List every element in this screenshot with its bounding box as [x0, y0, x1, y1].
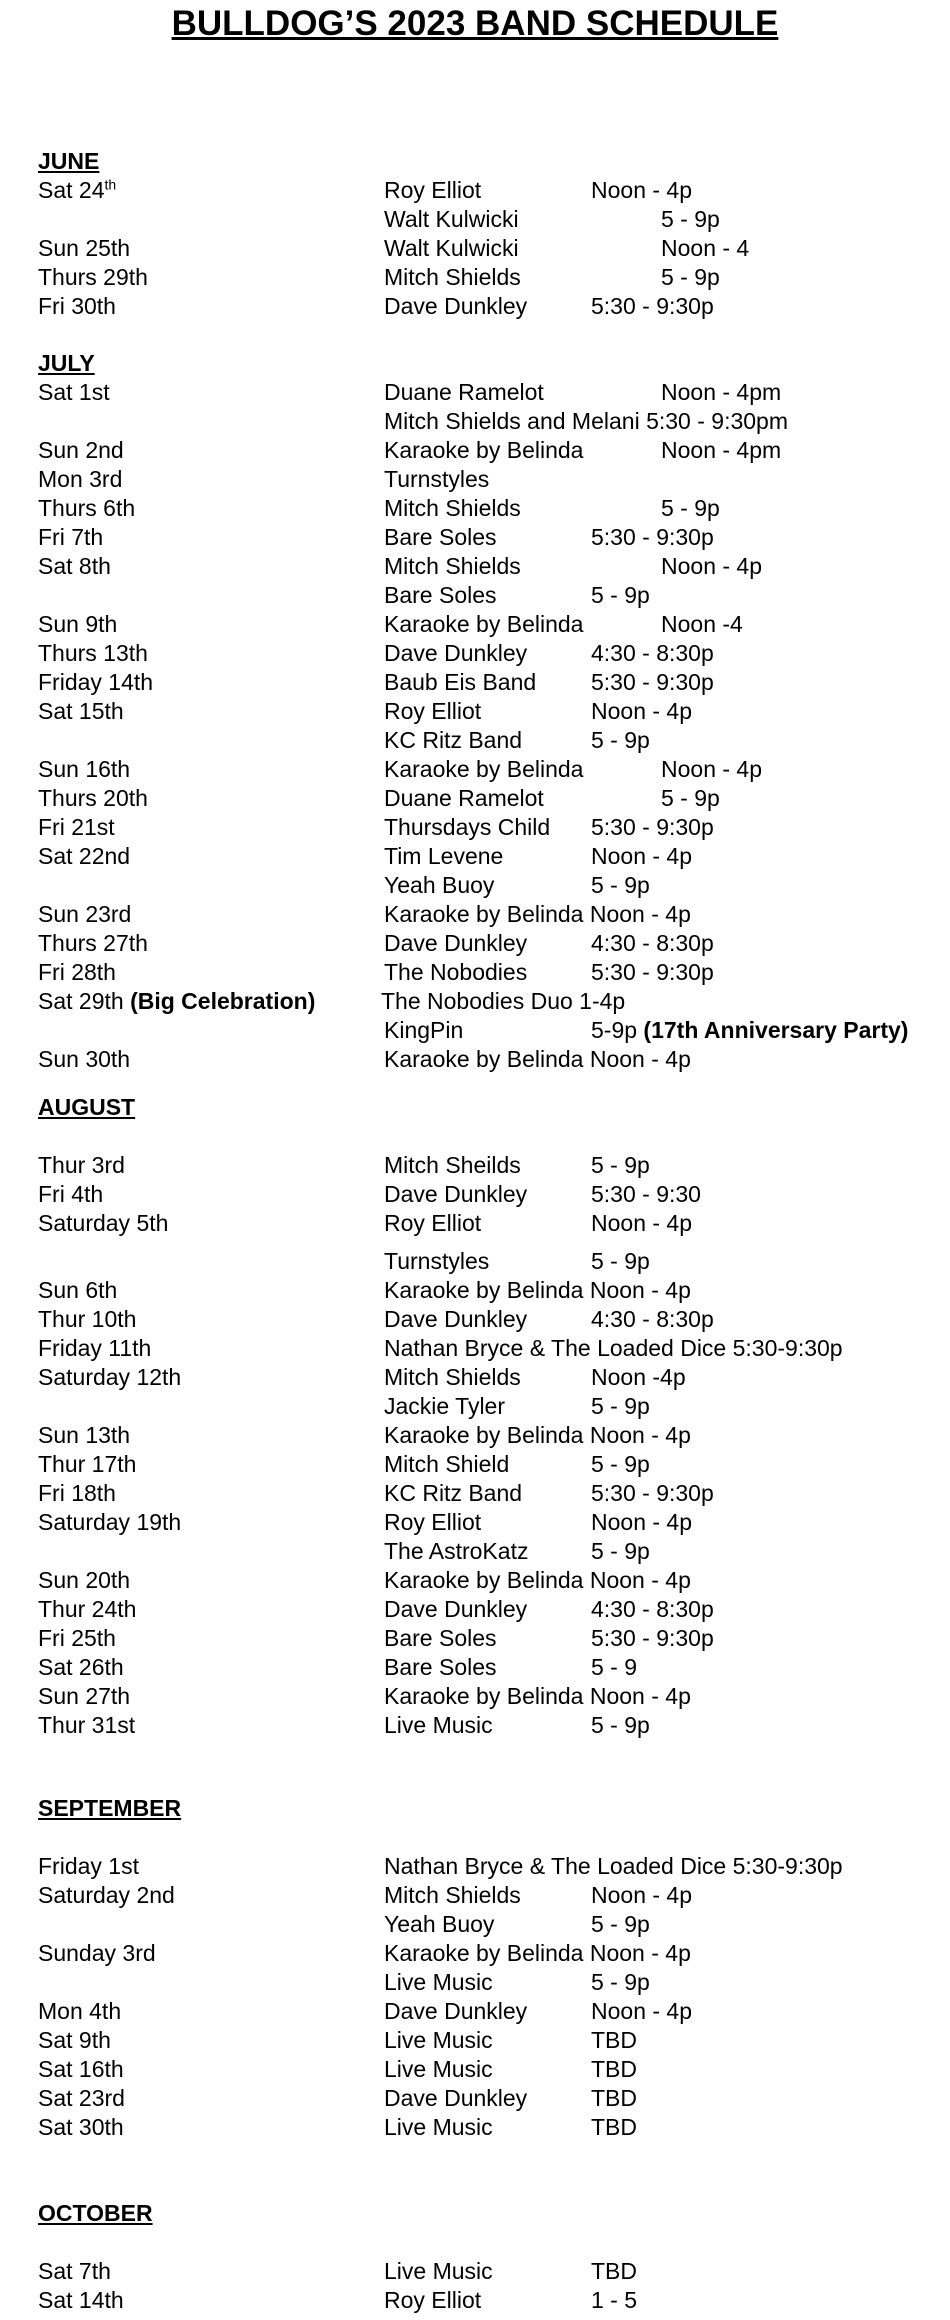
row-time-text: 5 - 9p [661, 785, 720, 811]
row-time-text: TBD [591, 2258, 637, 2284]
row-time [591, 1480, 714, 1506]
row-act: Bare Soles [384, 1625, 497, 1651]
month-heading: SEPTEMBER [38, 1795, 182, 1821]
row-date [38, 814, 115, 840]
row-time-text: 4:30 - 8:30p [591, 1596, 714, 1622]
row-act: Roy Elliot [384, 1210, 482, 1236]
row-date-text: Thur 31st [38, 1712, 136, 1738]
row-act: Roy Elliot [384, 1509, 482, 1535]
month-heading: AUGUST [38, 1094, 136, 1120]
row-act: KC Ritz Band [384, 1480, 523, 1506]
row-act: Mitch Sheilds [384, 1152, 521, 1178]
row-act: Live Music [384, 1712, 493, 1738]
row-time [591, 2258, 637, 2284]
row-date-text: Thurs 20th [38, 785, 148, 811]
row-date [38, 1277, 117, 1303]
row-time [591, 2056, 637, 2082]
row-time-text: Noon -4 [661, 611, 743, 637]
row-date [38, 1998, 121, 2024]
row-act: The Nobodies [384, 959, 528, 985]
row-act: Karaoke by Belinda [384, 756, 584, 782]
row-act: KingPin [384, 1017, 464, 1043]
row-time-text: Noon - 4pm [661, 437, 782, 463]
event-note: (Big Celebration) [123, 988, 316, 1014]
row-time [591, 959, 714, 985]
row-time-text: Noon - 4p [591, 1509, 693, 1535]
row-time-text: 4:30 - 8:30p [591, 640, 714, 666]
row-time [661, 756, 762, 782]
row-act: Dave Dunkley [384, 293, 528, 319]
row-act: Walt Kulwicki [384, 235, 519, 261]
row-time [591, 1017, 908, 1043]
row-time-text: 5 - 9p [661, 206, 720, 232]
row-date-text: Thurs 6th [38, 495, 136, 521]
row-date [38, 437, 124, 463]
month-heading: OCTOBER [38, 2200, 153, 2226]
row-date-text: Sat 30th [38, 2114, 124, 2140]
row-date-text: Friday 14th [38, 669, 154, 695]
row-act: Karaoke by Belinda Noon - 4p [384, 1683, 691, 1709]
row-date-text: Thur 10th [38, 1306, 137, 1332]
row-time-text: 5 - 9p [591, 872, 650, 898]
row-act: Nathan Bryce & The Loaded Dice 5:30-9:30p [384, 1335, 843, 1361]
row-time [661, 206, 720, 232]
row-time [591, 1451, 650, 1477]
row-time [591, 872, 650, 898]
row-date [38, 2027, 111, 2053]
row-time-text: 5:30 - 9:30p [591, 524, 714, 550]
row-act: Mitch Shields [384, 1364, 521, 1390]
row-date-text: Sun 30th [38, 1046, 131, 1072]
row-date [38, 553, 111, 579]
row-time-text: TBD [591, 2085, 637, 2111]
row-date-text: Friday 11th [38, 1335, 152, 1361]
row-time-text: 4:30 - 8:30p [591, 1306, 714, 1332]
row-date [38, 1509, 181, 1535]
row-date [38, 1046, 130, 1072]
row-date-text: Sat 9th [38, 2027, 111, 2053]
row-date [38, 524, 103, 550]
row-act: Karaoke by Belinda [384, 437, 584, 463]
row-date-text: Fri 7th [38, 524, 104, 550]
row-date-text: Sat 23rd [38, 2085, 125, 2111]
row-date-text: Sun 23rd [38, 901, 132, 927]
row-time-text: 5-9p [591, 1017, 638, 1043]
row-time-text: 5:30 - 9:30p [591, 814, 714, 840]
row-time [591, 930, 714, 956]
row-time-text: Noon - 4p [591, 1882, 693, 1908]
row-date-text: Saturday 2nd [38, 1882, 175, 1908]
row-date [38, 1335, 151, 1361]
row-time [591, 727, 650, 753]
row-time-text: Noon - 4pm [661, 379, 782, 405]
row-time [591, 1998, 692, 2024]
row-act: Live Music [384, 2056, 493, 2082]
row-date-text: Fri 4th [38, 1181, 104, 1207]
row-date [38, 1654, 124, 1680]
row-date [38, 698, 124, 724]
row-date [38, 785, 148, 811]
row-date-text: Fri 18th [38, 1480, 116, 1506]
row-date [38, 1567, 130, 1593]
row-date-text: Sunday 3rd [38, 1940, 156, 1966]
row-date [38, 2287, 124, 2313]
row-act: Mitch Shields [384, 264, 521, 290]
row-date-text: Sat 8th [38, 553, 111, 579]
month-heading: JUNE [38, 148, 100, 174]
row-act: Yeah Buoy [384, 1911, 495, 1937]
row-time-text: Noon -4p [591, 1364, 686, 1390]
row-date-text: Thurs 13th [38, 640, 148, 666]
row-time [591, 293, 714, 319]
row-time-text: 5 - 9p [661, 264, 720, 290]
event-note: (17th Anniversary Party) [637, 1017, 909, 1043]
row-date-text: Sat 26th [38, 1654, 124, 1680]
row-date-text: Sat 24 [38, 177, 105, 203]
row-date [38, 1422, 130, 1448]
row-time [591, 1625, 714, 1651]
row-act: Baub Eis Band [384, 669, 537, 695]
row-date-text: Sun 2nd [38, 437, 124, 463]
row-date [38, 1451, 136, 1477]
row-time [591, 669, 714, 695]
row-act: Thursdays Child [384, 814, 551, 840]
row-act: Tim Levene [384, 843, 504, 869]
row-date [38, 2258, 111, 2284]
month-heading: JULY [38, 350, 95, 376]
row-date-text: Saturday 12th [38, 1364, 182, 1390]
row-date [38, 293, 116, 319]
row-date [38, 1596, 136, 1622]
row-time-text: TBD [591, 2027, 637, 2053]
row-time-text: Noon - 4p [591, 843, 693, 869]
row-date-text: Sun 25th [38, 235, 131, 261]
row-time [661, 611, 743, 637]
row-date-text: Sat 14th [38, 2287, 124, 2313]
row-time [661, 785, 720, 811]
row-act: Mitch Shields and Melani 5:30 - 9:30pm [384, 408, 788, 434]
row-date [38, 2114, 124, 2140]
row-date-text: Sat 1st [38, 379, 110, 405]
row-date-text: Sat 29th [38, 988, 124, 1014]
row-time [591, 640, 714, 666]
row-date [38, 930, 148, 956]
row-time-text: 5 - 9p [591, 1393, 650, 1419]
row-date-text: Sat 16th [38, 2056, 124, 2082]
row-time [591, 1509, 692, 1535]
row-act: Duane Ramelot [384, 785, 544, 811]
row-time [661, 495, 720, 521]
row-date-text: Sun 27th [38, 1683, 131, 1709]
row-time [591, 1654, 637, 1680]
row-time-text: 5 - 9p [591, 1152, 650, 1178]
row-date [38, 495, 135, 521]
row-date-text: Thur 24th [38, 1596, 137, 1622]
row-date [38, 1181, 103, 1207]
row-act: Yeah Buoy [384, 872, 495, 898]
row-time [591, 2027, 637, 2053]
row-time-text: 1 - 5 [591, 2287, 638, 2313]
row-time [591, 698, 692, 724]
row-date-text: Thur 17th [38, 1451, 137, 1477]
row-time-text: Noon - 4p [591, 1998, 693, 2024]
row-act: Karaoke by Belinda Noon - 4p [384, 1046, 691, 1072]
row-date-text: Fri 28th [38, 959, 116, 985]
row-date-text: Mon 4th [38, 1998, 122, 2024]
row-time [591, 1306, 714, 1332]
row-date-text: Fri 21st [38, 814, 115, 840]
row-act: Dave Dunkley [384, 930, 528, 956]
row-time [661, 437, 781, 463]
row-time-text: 5 - 9p [591, 1969, 650, 1995]
row-time [591, 524, 714, 550]
row-date [38, 1683, 130, 1709]
row-time [591, 1393, 650, 1419]
row-time [591, 1538, 650, 1564]
row-date [38, 1306, 136, 1332]
row-time [591, 1882, 692, 1908]
row-date-text: Sun 9th [38, 611, 118, 637]
row-time-text: 5 - 9p [591, 1712, 650, 1738]
row-time-text: 5 - 9 [591, 1654, 638, 1680]
row-time [661, 264, 720, 290]
row-act: Dave Dunkley [384, 1306, 528, 1332]
row-date [38, 611, 117, 637]
row-act: Bare Soles [384, 524, 497, 550]
row-time [591, 2287, 637, 2313]
row-act: Mitch Shields [384, 1882, 521, 1908]
row-time-text: TBD [591, 2056, 637, 2082]
row-time-text: 5:30 - 9:30 [591, 1181, 701, 1207]
row-act: Mitch Shield [384, 1451, 510, 1477]
row-date [38, 235, 130, 261]
row-time [591, 177, 692, 203]
row-date [38, 466, 122, 492]
row-date-text: Sun 13th [38, 1422, 131, 1448]
row-act: Bare Soles [384, 1654, 497, 1680]
row-time-text: 5 - 9p [591, 1911, 650, 1937]
row-time [591, 843, 692, 869]
row-date-text: Fri 25th [38, 1625, 116, 1651]
row-act: Nathan Bryce & The Loaded Dice 5:30-9:30p [384, 1853, 843, 1879]
row-act: Dave Dunkley [384, 1596, 528, 1622]
row-act: Live Music [384, 2114, 493, 2140]
row-date [38, 1210, 168, 1236]
row-time-text: 4:30 - 8:30p [591, 930, 714, 956]
row-act: Karaoke by Belinda Noon - 4p [384, 901, 691, 927]
row-date [38, 756, 130, 782]
row-act: Karaoke by Belinda Noon - 4p [384, 1422, 691, 1448]
row-date [38, 1712, 135, 1738]
row-time-text: 5 - 9p [591, 727, 650, 753]
row-date-text: Friday 1st [38, 1853, 139, 1879]
row-time [591, 1210, 692, 1236]
row-time [591, 1248, 650, 1274]
row-act: Turnstyles [384, 466, 490, 492]
row-date [38, 1853, 139, 1879]
row-time-text: 5 - 9p [591, 582, 650, 608]
row-act: Roy Elliot [384, 2287, 482, 2313]
row-date [38, 379, 110, 405]
row-time-text: 5 - 9p [591, 1451, 650, 1477]
row-time-text: Noon - 4p [661, 553, 763, 579]
row-act: Dave Dunkley [384, 1181, 528, 1207]
row-time [591, 2085, 637, 2111]
row-date [38, 1152, 125, 1178]
row-time [591, 814, 714, 840]
row-date [38, 640, 148, 666]
row-act: Walt Kulwicki [384, 206, 519, 232]
row-date-text: Thurs 27th [38, 930, 148, 956]
row-date [38, 1940, 156, 1966]
row-date-text: Sat 22nd [38, 843, 131, 869]
row-date-text: Mon 3rd [38, 466, 123, 492]
row-date-text: Sun 20th [38, 1567, 131, 1593]
row-date [38, 988, 315, 1014]
row-date-text: Thurs 29th [38, 264, 148, 290]
row-act: Dave Dunkley [384, 1998, 528, 2024]
row-act: Karaoke by Belinda [384, 611, 584, 637]
row-act: Dave Dunkley [384, 640, 528, 666]
row-time-text: TBD [591, 2114, 637, 2140]
row-date [38, 843, 130, 869]
row-date [38, 177, 116, 203]
row-time-text: Noon - 4p [591, 177, 693, 203]
row-time [591, 1152, 650, 1178]
row-date-text: Sat 15th [38, 698, 124, 724]
row-act: Live Music [384, 2258, 493, 2284]
row-act: Duane Ramelot [384, 379, 544, 405]
row-act: Karaoke by Belinda Noon - 4p [384, 1277, 691, 1303]
row-date [38, 264, 148, 290]
row-time-text: 5 - 9p [591, 1538, 650, 1564]
row-date [38, 2085, 125, 2111]
row-date [38, 901, 131, 927]
row-act: Live Music [384, 1969, 493, 1995]
row-act: Roy Elliot [384, 698, 482, 724]
row-time [661, 235, 749, 261]
row-date [38, 1364, 181, 1390]
row-act: Bare Soles [384, 582, 497, 608]
row-time-text: Noon - 4p [661, 756, 763, 782]
row-time [591, 1969, 650, 1995]
row-act: Karaoke by Belinda Noon - 4p [384, 1940, 691, 1966]
row-time [591, 1712, 650, 1738]
row-time-text: 5:30 - 9:30p [591, 959, 714, 985]
row-act: Roy Elliot [384, 177, 482, 203]
row-time [591, 582, 650, 608]
row-time-text: 5:30 - 9:30p [591, 669, 714, 695]
row-date [38, 959, 116, 985]
row-date [38, 1882, 175, 1908]
row-time-text: Noon - 4p [591, 698, 693, 724]
row-date-text: Fri 30th [38, 293, 116, 319]
row-act: Karaoke by Belinda Noon - 4p [384, 1567, 691, 1593]
row-time-text: 5:30 - 9:30p [591, 293, 714, 319]
row-time [591, 1364, 686, 1390]
row-time [591, 1181, 701, 1207]
row-date [38, 2056, 124, 2082]
row-date-text: Thur 3rd [38, 1152, 125, 1178]
page-title: BULLDOG’S 2023 BAND SCHEDULE [171, 4, 779, 43]
row-act: KC Ritz Band [384, 727, 523, 753]
row-act: Mitch Shields [384, 495, 521, 521]
row-date [38, 1480, 116, 1506]
row-time-text: 5:30 - 9:30p [591, 1625, 714, 1651]
row-time [661, 379, 781, 405]
row-act: Mitch Shields [384, 553, 521, 579]
row-act: Live Music [384, 2027, 493, 2053]
row-date-text: Sat 7th [38, 2258, 111, 2284]
row-act: The Nobodies Duo 1-4p [381, 988, 626, 1014]
row-time-text: Noon - 4p [591, 1210, 693, 1236]
row-act: Jackie Tyler [384, 1393, 506, 1419]
row-act: Turnstyles [384, 1248, 490, 1274]
row-date-text: Sun 16th [38, 756, 131, 782]
row-time-text: 5 - 9p [661, 495, 720, 521]
date-suffix: th [104, 176, 117, 193]
row-time [661, 553, 762, 579]
row-date-text: Saturday 5th [38, 1210, 169, 1236]
row-date [38, 1625, 116, 1651]
row-time-text: 5:30 - 9:30p [591, 1480, 714, 1506]
row-act: Dave Dunkley [384, 2085, 528, 2111]
row-time-text: 5 - 9p [591, 1248, 650, 1274]
row-time [591, 1911, 650, 1937]
row-date-text: Sun 6th [38, 1277, 118, 1303]
row-time [591, 1596, 714, 1622]
row-date [38, 669, 153, 695]
row-act: The AstroKatz [384, 1538, 529, 1564]
row-time [591, 2114, 637, 2140]
row-date-text: Saturday 19th [38, 1509, 182, 1535]
row-time-text: Noon - 4 [661, 235, 750, 261]
